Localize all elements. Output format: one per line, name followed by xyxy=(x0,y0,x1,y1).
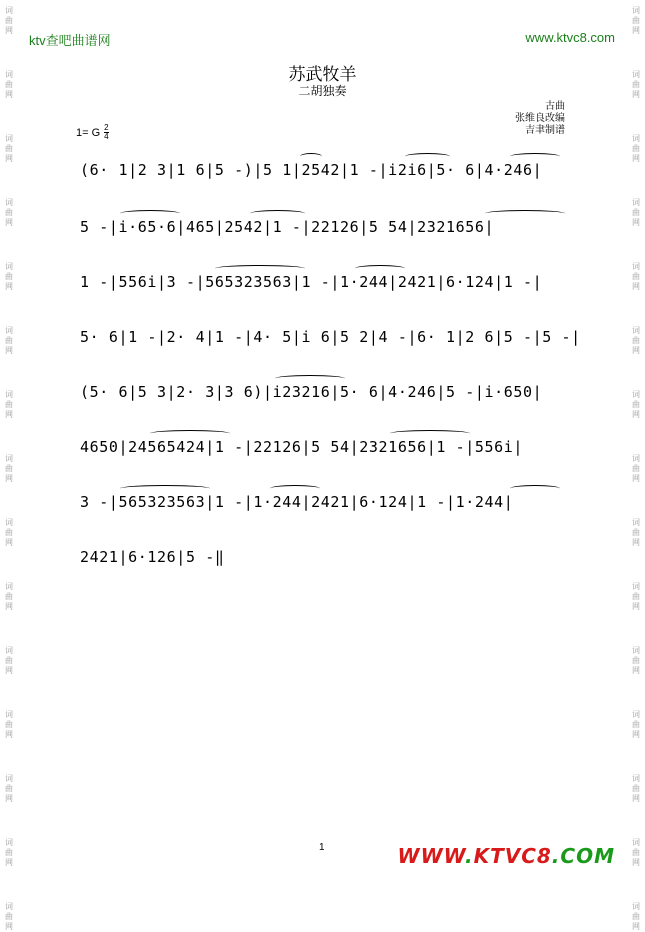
key-signature xyxy=(76,124,109,141)
logo-prefix: WWW xyxy=(397,844,465,868)
page-number: 1 xyxy=(319,842,325,853)
credit-arranger: 张维良改编 xyxy=(515,113,565,124)
watermark-text: 词 曲 网 xyxy=(632,70,640,99)
credits-block xyxy=(515,101,565,137)
watermark-text: 词 曲 网 xyxy=(632,390,640,419)
watermark-text: 词 曲 网 xyxy=(632,710,640,739)
slur-mark xyxy=(270,485,320,492)
staff-line-8: 2421|6·126|5 -‖ xyxy=(80,548,225,566)
watermark-text: 词 曲 网 xyxy=(5,518,13,547)
staff-line-6: 4650|24565424|1 -|22126|5 54|2321656|1 -|556i| xyxy=(80,438,524,456)
watermark-column-right xyxy=(629,0,643,931)
staff-line-1: (6· 1|2 3|1 6|5 -)|5 1|2542|1 -|i2i6|5· 6|4·246| xyxy=(80,161,543,179)
watermark-text: 词 曲 网 xyxy=(5,326,13,355)
watermark-text: 词 曲 网 xyxy=(632,134,640,163)
song-subtitle: 二胡独奏 xyxy=(298,84,347,98)
credit-transcriber: 吉聿制谱 xyxy=(525,125,565,136)
watermark-text: 词 曲 网 xyxy=(5,454,13,483)
watermark-text: 词 曲 网 xyxy=(5,262,13,291)
watermark-column-left xyxy=(2,0,16,931)
logo-dot: . xyxy=(551,844,561,868)
watermark-text: 词 曲 网 xyxy=(632,326,640,355)
song-title: 苏武牧羊 xyxy=(288,65,357,84)
slur-mark xyxy=(300,153,322,160)
site-name-header: ktv查吧曲谱网 xyxy=(29,33,111,48)
logo-brand: KTVC8 xyxy=(473,844,552,868)
watermark-text: 词 曲 网 xyxy=(632,646,640,675)
slur-mark xyxy=(150,430,230,437)
staff-line-5: (5· 6|5 3|2· 3|3 6)|i23216|5· 6|4·246|5 -|i·650| xyxy=(80,383,543,401)
watermark-text: 词 曲 网 xyxy=(632,454,640,483)
staff-line-7: 3 -|565323563|1 -|1·244|2421|6·124|1 -|1·244| xyxy=(80,493,514,511)
staff-line-3: 1 -|556i|3 -|565323563|1 -|1·244|2421|6·124|1 -| xyxy=(80,273,543,291)
watermark-text: 词 曲 网 xyxy=(632,838,640,867)
slur-mark xyxy=(355,265,405,272)
slur-mark xyxy=(250,210,305,217)
key-label: 1= G xyxy=(76,126,101,139)
watermark-text: 词 曲 网 xyxy=(5,134,13,163)
slur-mark xyxy=(510,485,560,492)
time-signature-top: 2 xyxy=(104,123,109,132)
staff-line-4: 5· 6|1 -|2· 4|1 -|4· 5|i 6|5 2|4 -|6· 1|2 6|5 -|5 -| xyxy=(80,328,581,346)
time-signature-bottom: 4 xyxy=(104,132,109,141)
watermark-text: 词 曲 网 xyxy=(5,710,13,739)
watermark-text: 词 曲 网 xyxy=(5,198,13,227)
watermark-text: 词 曲 网 xyxy=(632,6,640,35)
slur-mark xyxy=(120,210,180,217)
time-signature xyxy=(104,124,108,141)
watermark-text: 词 曲 网 xyxy=(632,198,640,227)
slur-mark xyxy=(215,265,305,272)
logo-tld: COM xyxy=(560,844,615,868)
site-logo-footer xyxy=(398,844,615,868)
slur-mark xyxy=(390,430,470,437)
slur-mark xyxy=(510,153,560,160)
watermark-text: 词 曲 网 xyxy=(5,582,13,611)
watermark-text: 词 曲 网 xyxy=(5,70,13,99)
watermark-text: 词 曲 网 xyxy=(632,902,640,931)
watermark-text: 词 曲 网 xyxy=(5,646,13,675)
slur-mark xyxy=(120,485,210,492)
slur-mark xyxy=(485,210,565,217)
watermark-text: 词 曲 网 xyxy=(5,6,13,35)
credit-origin: 古曲 xyxy=(545,101,565,112)
watermark-text: 词 曲 网 xyxy=(5,390,13,419)
watermark-text: 词 曲 网 xyxy=(632,774,640,803)
staff-line-2: 5 -|i·65·6|465|2542|1 -|22126|5 54|2321656| xyxy=(80,218,495,236)
logo-dot: . xyxy=(464,844,474,868)
site-url-header: www.ktvc8.com xyxy=(525,30,615,45)
watermark-text: 词 曲 网 xyxy=(632,262,640,291)
slur-mark xyxy=(405,153,450,160)
watermark-text: 词 曲 网 xyxy=(632,582,640,611)
watermark-text: 词 曲 网 xyxy=(5,774,13,803)
watermark-text: 词 曲 网 xyxy=(632,518,640,547)
watermark-text: 词 曲 网 xyxy=(5,838,13,867)
slur-mark xyxy=(275,375,345,382)
watermark-text: 词 曲 网 xyxy=(5,902,13,931)
